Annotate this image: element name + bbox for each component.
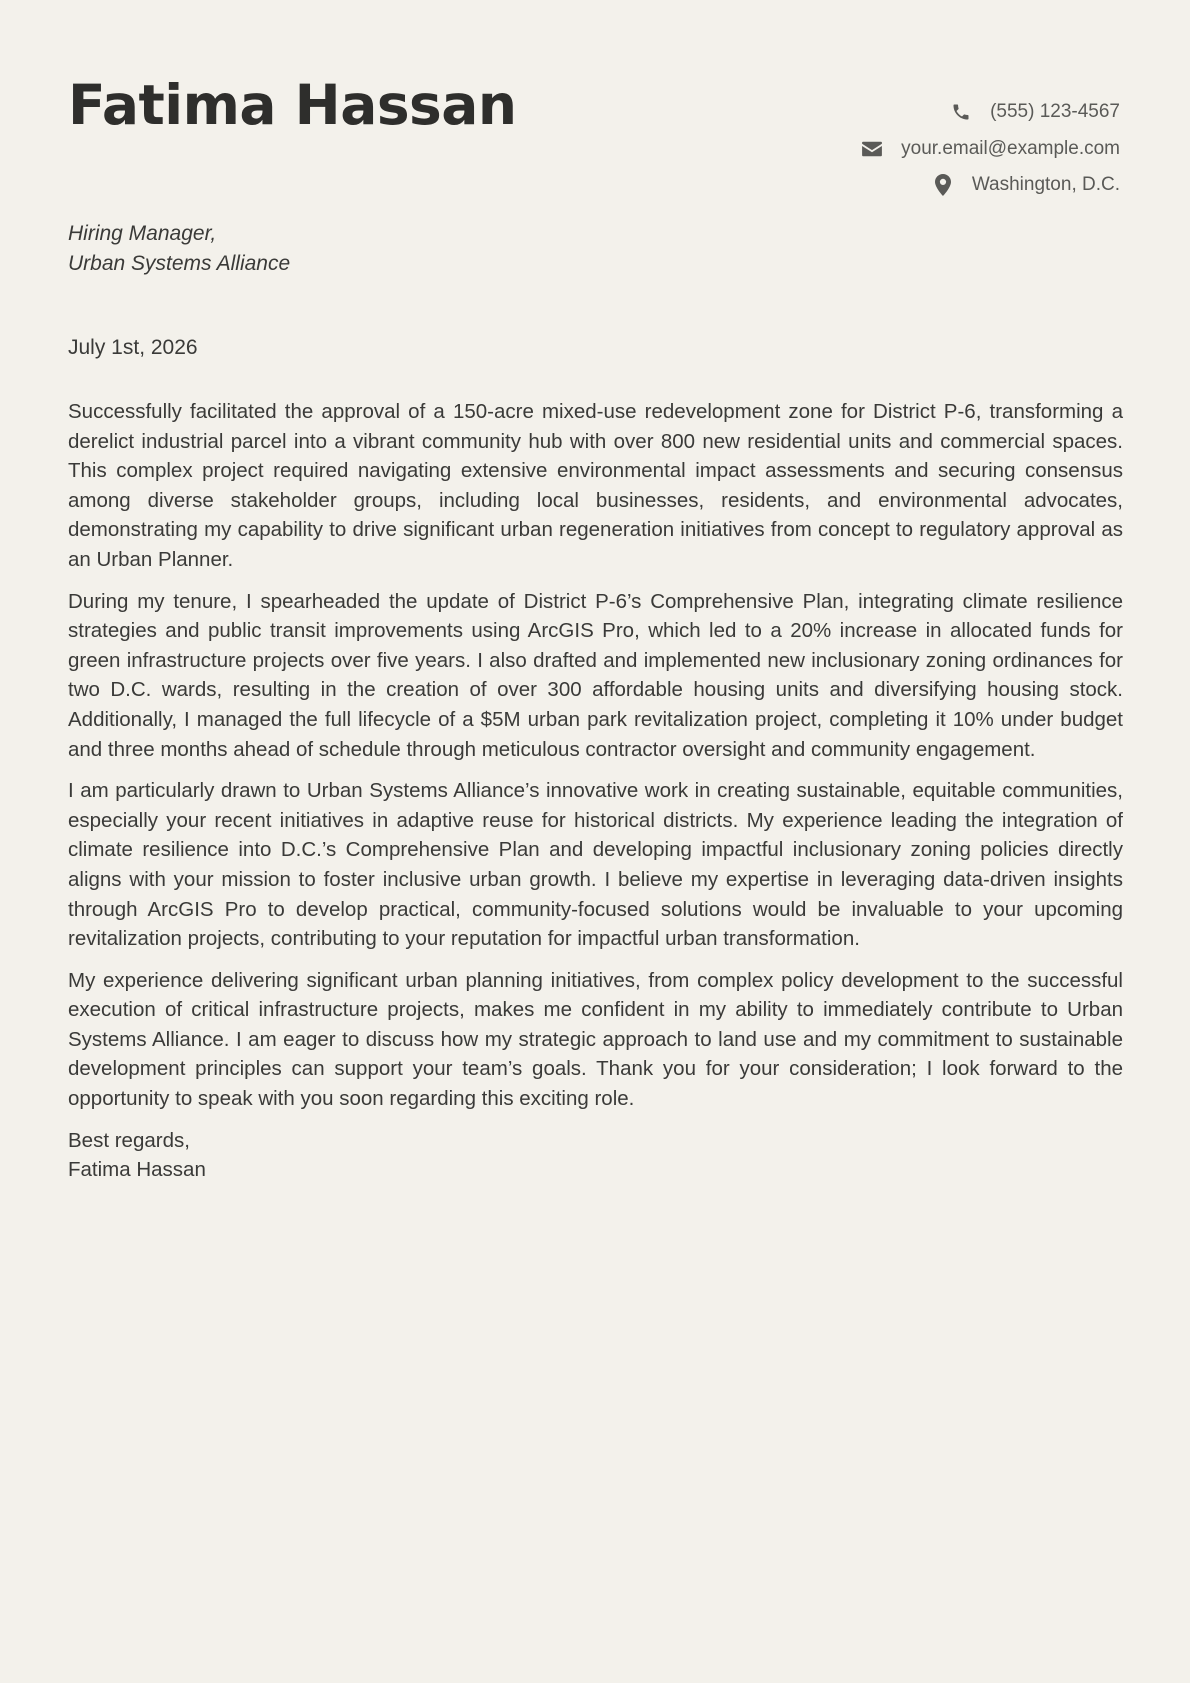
phone-icon	[950, 101, 972, 123]
closing-salutation: Best regards,	[68, 1128, 190, 1152]
phone-number: (555) 123-4567	[990, 101, 1120, 123]
envelope-icon	[861, 138, 883, 160]
body-paragraph: I am particularly drawn to Urban Systems Alliance’s innovative work in creating sustainable, equitable communities, especially your recent initiatives in adaptive reuse for historical districts. My experience leading the integration of climate resilience into D.C.’s Comprehensive Plan and developing impactful inclusionary zoning policies directly aligns with your mission to foster inclusive urban growth. I believe my expertise in leveraging data-driven insights through ArcGIS Pro to develop practical, community-focused solutions would be invaluable to your upcoming revitalization projects, contributing to your reputation for impactful urban transformation.	[68, 779, 1123, 951]
letter-date: July 1st, 2026	[68, 336, 198, 359]
body-paragraph: During my tenure, I spearheaded the update of District P-6’s Comprehensive Plan, integrating climate resilience strategies and public transit improvements using ArcGIS Pro, which led to a 20% increase in allocated funds for green infrastructure projects over five years. I also drafted and implemented new inclusionary zoning ordinances for two D.C. wards, resulting in the creation of over 300 affordable housing units and diversifying housing stock. Additionally, I managed the full lifecycle of a $5M urban park revitalization project, completing it 10% under budget and three months ahead of schedule through meticulous contractor oversight and community engagement.	[68, 589, 1123, 761]
contact-email	[861, 131, 1120, 168]
map-pin-icon	[932, 174, 954, 196]
recipient-block	[68, 219, 290, 279]
closing-block	[68, 1126, 1123, 1185]
recipient-company: Urban Systems Alliance	[68, 252, 291, 275]
location-text: Washington, D.C.	[971, 174, 1120, 196]
contact-location	[861, 167, 1120, 204]
closing-signature: Fatima Hassan	[68, 1158, 206, 1182]
letter-body	[68, 397, 1123, 1185]
applicant-name: Fatima Hassan	[68, 73, 517, 137]
body-paragraph: My experience delivering significant urban planning initiatives, from complex policy development to the successful execution of critical infrastructure projects, makes me confident in my ability to immediately contribute to Urban Systems Alliance. I am eager to discuss how my strategic approach to land use and my commitment to sustainable development principles can support your team’s goals. Thank you for your consideration; I look forward to the opportunity to speak with you soon regarding this exciting role.	[68, 968, 1123, 1111]
recipient-title: Hiring Manager,	[68, 222, 217, 245]
email-address: your.email@example.com	[901, 137, 1120, 159]
contact-phone	[861, 94, 1120, 131]
letter-header	[68, 0, 1122, 200]
body-paragraph: Successfully facilitated the approval of a 150-acre mixed-use redevelopment zone for District P-6, transforming a derelict industrial parcel into a vibrant community hub with over 800 new residential units and commercial spaces. This complex project required navigating extensive environmental impact assessments and securing consensus among diverse stakeholder groups, including local businesses, residents, and environmental advocates, demonstrating my capability to drive significant urban regeneration initiatives from concept to regulatory approval as an Urban Planner.	[68, 400, 1123, 571]
contact-block	[861, 94, 1120, 204]
